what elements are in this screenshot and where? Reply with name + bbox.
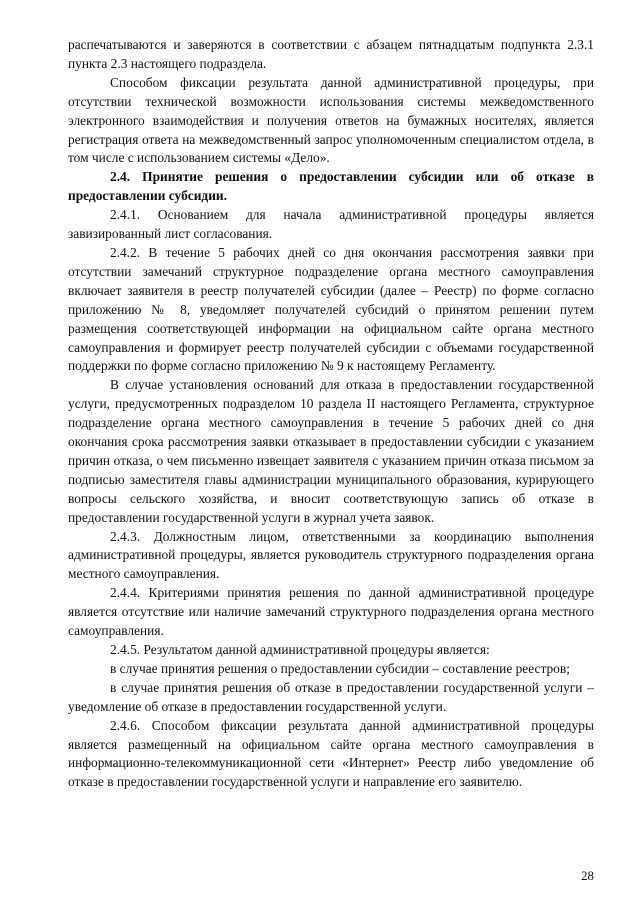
paragraph-2-4-2: 2.4.2. В течение 5 рабочих дней со дня окончания рассмотрения заявки при отсутствии замечаний структурное подразделение органа местного самоуправления включает заявителя в реестр получателей субсидии (далее – Реестр) по форме согласно приложению № 8, уведомляет получателей субсидий о принятом решении путем размещения соответствующей информации на официальном сайте органа местного самоуправления и формирует реестр получателей субсидии с объемами государственной поддержки по форме согласно приложению № 9 к настоящему Регламенту. bbox=[68, 244, 594, 374]
document-page bbox=[68, 36, 594, 792]
paragraph-2-4-6: 2.4.6. Способом фиксации результата данной административной процедуры является размещенный на официальном сайте органа местного самоуправления в информационно-телекоммуникационной сети «Интернет» Реестр либо уведомление об отказе в предоставлении государственной услуги и направление его заявителю. bbox=[68, 717, 594, 790]
paragraph-2-4-5: 2.4.5. Результатом данной административной процедуры является: bbox=[110, 642, 490, 657]
paragraph-fixation-method: Способом фиксации результата данной административной процедуры, при отсутствии технической возможности использования системы межведомственного электронного взаимодействия и получения ответов на бумажных носителях, является регистрация ответа на межведомственный запрос уполномоченным специалистом отдела, в том числе с использованием системы «Дело». bbox=[68, 74, 594, 166]
paragraph-result-grant: в случае принятия решения о предоставлении субсидии – составление реестров; bbox=[110, 660, 570, 676]
page-number: 28 bbox=[581, 868, 594, 883]
paragraph-2-4-4: 2.4.4. Критериями принятия решения по данной административной процедуре является отсутствие или наличие замечаний структурного подразделения органа местного самоуправления. bbox=[68, 585, 594, 639]
section-heading-2-4: 2.4. Принятие решения о предоставлении субсидии или об отказе в предоставлении субсидии. bbox=[68, 169, 594, 204]
paragraph-continuation: распечатываются и заверяются в соответствии с абзацем пятнадцатым подпункта 2.3.1 пункта 2.3 настоящего подраздела. bbox=[68, 37, 594, 71]
paragraph-refusal-case: В случае установления оснований для отказа в предоставлении государственной услуги, предусмотренных подразделом 10 раздела II настоящего Регламента, структурное подразделение органа местного самоуправления в течение 5 рабочих дней со дня окончания срока рассмотрения заявки отказывает в предоставлении субсидии с указанием причин отказа, о чем письменно извещает заявителя с указанием причин отказа письмом за подписью заместителя главы администрации муниципального образования, курирующего вопросы сельского хозяйства, и вносит соответствующую запись об отказе в предоставлении государственной услуги в журнал учета заявок. bbox=[68, 377, 594, 525]
paragraph-result-refusal: в случае принятия решения об отказе в предоставлении государственной услуги – уведомление об отказе в предоставлении государственной услуги. bbox=[68, 679, 594, 714]
paragraph-2-4-3: 2.4.3. Должностным лицом, ответственными за координацию выполнения административной процедуры, является руководитель структурного подразделения органа местного самоуправления. bbox=[68, 528, 594, 582]
paragraph-2-4-1: 2.4.1. Основанием для начала административной процедуры является завизированный лист согласования. bbox=[68, 207, 594, 242]
